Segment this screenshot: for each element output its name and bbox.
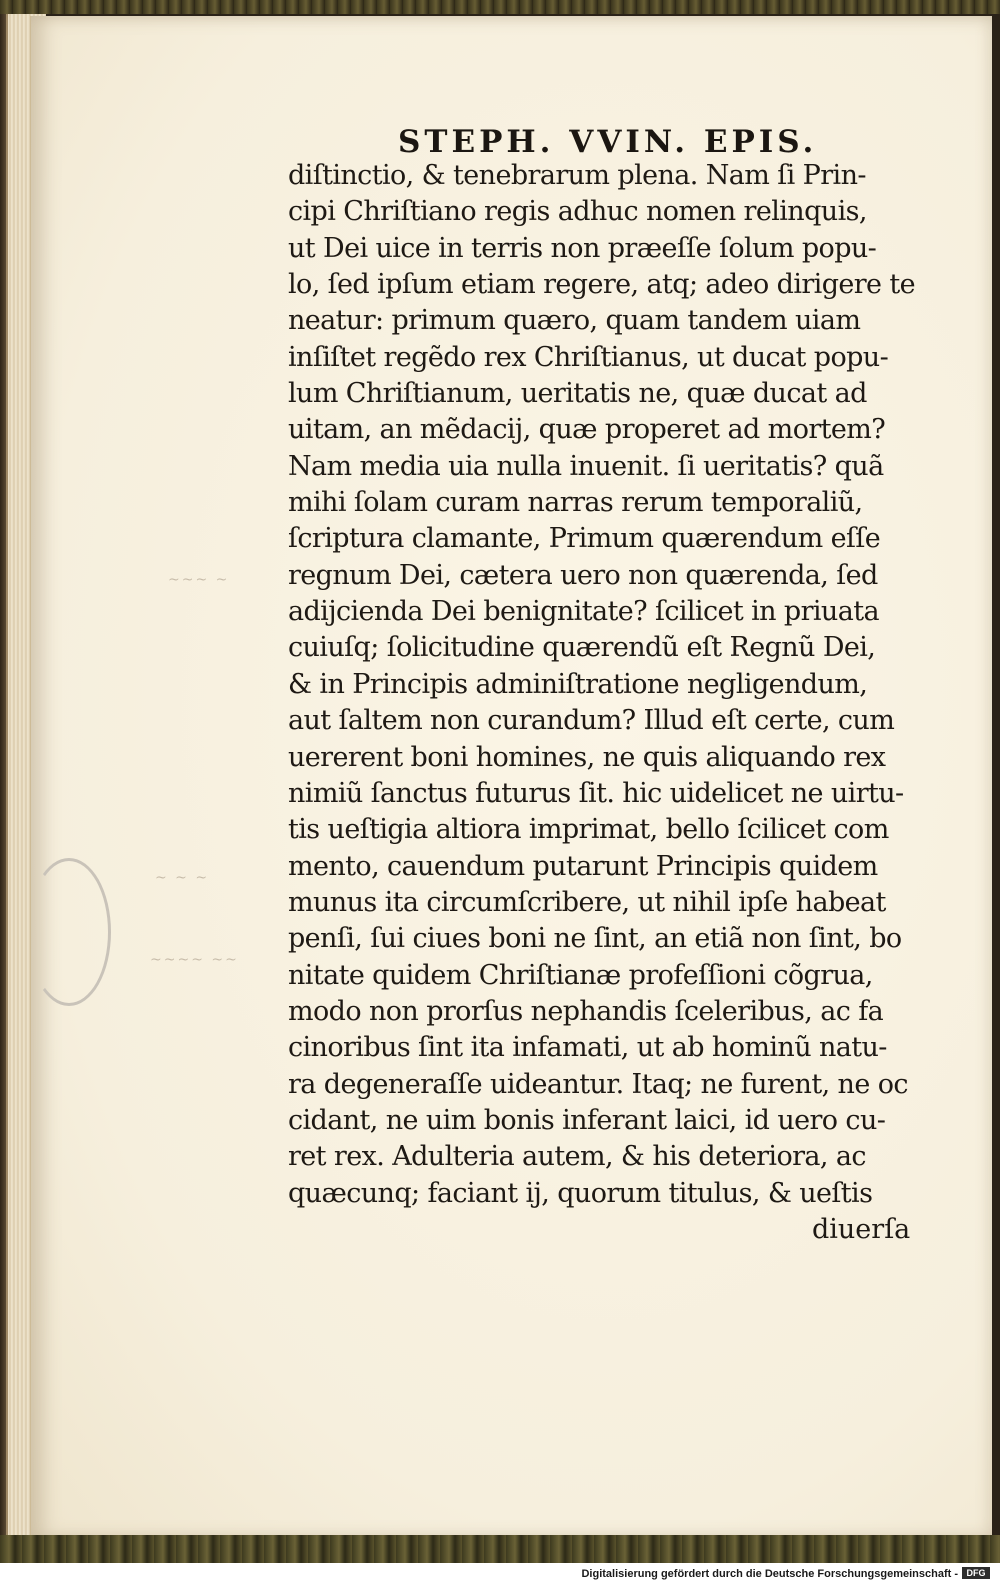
text-line: munus ita circumſcribere, ut nihil ipſe habeat <box>288 886 886 918</box>
text-line: ret rex. Adulteria autem, & his deteriora, ac <box>288 1141 866 1173</box>
text-line: diſtinctio, & tenebrarum plena. Nam ſi Prin- <box>288 160 866 191</box>
text-line: quæcunq; faciant ij, quorum titulus, & ueſtis <box>288 1177 873 1209</box>
faint-margin-show-through: ~~~~ ~~ <box>150 952 239 968</box>
text-line: cuiuſq; ſolicitudine quærendũ eſt Regnũ Dei, <box>288 632 876 664</box>
text-line: tis ueſtigia altiora imprimat, bello ſcilicet com <box>288 814 889 846</box>
text-line: aut ſaltem non curandum? Illud eſt certe, cum <box>288 705 895 737</box>
text-line: penſi, ſui ciues boni ne ſint, an etiã non ſint, bo <box>288 923 902 955</box>
body-text <box>288 158 918 1212</box>
text-line: nimiũ ſanctus futurus ſit. hic uidelicet ne uirtu- <box>288 777 904 809</box>
text-line: inſiſtet regẽdo rex Chriſtianus, ut ducat popu- <box>288 341 889 373</box>
credit-text: Digitalisierung gefördert durch die Deutsche Forschungsgemeinschaft - <box>581 1568 958 1580</box>
text-line: uitam, an mẽdacij, quæ properet ad mortem? <box>288 414 886 446</box>
text-line: lum Chriſtianum, ueritatis ne, quæ ducat ad <box>288 378 867 410</box>
text-line: cipi Chriſtiano regis adhuc nomen relinquis, <box>288 196 867 228</box>
binding-ring <box>27 858 111 1006</box>
digitization-credit-bar <box>0 1563 1000 1583</box>
text-line: ſcriptura clamante, Primum quærendum eſſe <box>288 523 881 555</box>
running-head: STEPH. VVIN. EPIS. <box>398 124 818 160</box>
faint-margin-show-through: ~ ~ ~ <box>155 870 210 886</box>
text-line: neatur: primum quæro, quam tandem uiam <box>288 305 861 337</box>
text-line: & in Principis adminiſtratione negligendum, <box>288 668 868 700</box>
text-line: lo, ſed ipſum etiam regere, atq; adeo dirigere te <box>288 269 916 301</box>
text-line: nitate quidem Chriſtianæ profeſſioni cõgrua, <box>288 959 873 991</box>
text-line: mihi ſolam curam narras rerum temporaliũ, <box>288 487 863 519</box>
text-line: cinoribus ſint ita infamati, ut ab hominũ natu- <box>288 1032 887 1064</box>
text-line: ut Dei uice in terris non præeſſe ſolum popu- <box>288 232 877 264</box>
dfg-logo-icon: DFG <box>962 1567 990 1579</box>
text-line: cidant, ne uim bonis inferant laici, id uero cu- <box>288 1104 886 1136</box>
catchword: diuerſa <box>812 1214 911 1245</box>
faint-margin-show-through: ~~~ ~ <box>168 572 230 588</box>
text-line: mento, cauendum putarunt Principis quidem <box>288 850 878 882</box>
text-line: uererent boni homines, ne quis aliquando rex <box>288 741 886 773</box>
text-line: adijcienda Dei benignitate? ſcilicet in priuata <box>288 596 879 628</box>
text-line: modo non prorſus nephandis ſceleribus, ac fa <box>288 995 884 1027</box>
text-line: regnum Dei, cætera uero non quærenda, ſed <box>288 559 878 591</box>
text-line: Nam media uia nulla inuenit. ſi ueritatis? quã <box>288 450 884 482</box>
book-cover-top-edge <box>0 0 1000 14</box>
text-line: ra degeneraſſe uideantur. Itaq; ne furent, ne oc <box>288 1068 908 1100</box>
